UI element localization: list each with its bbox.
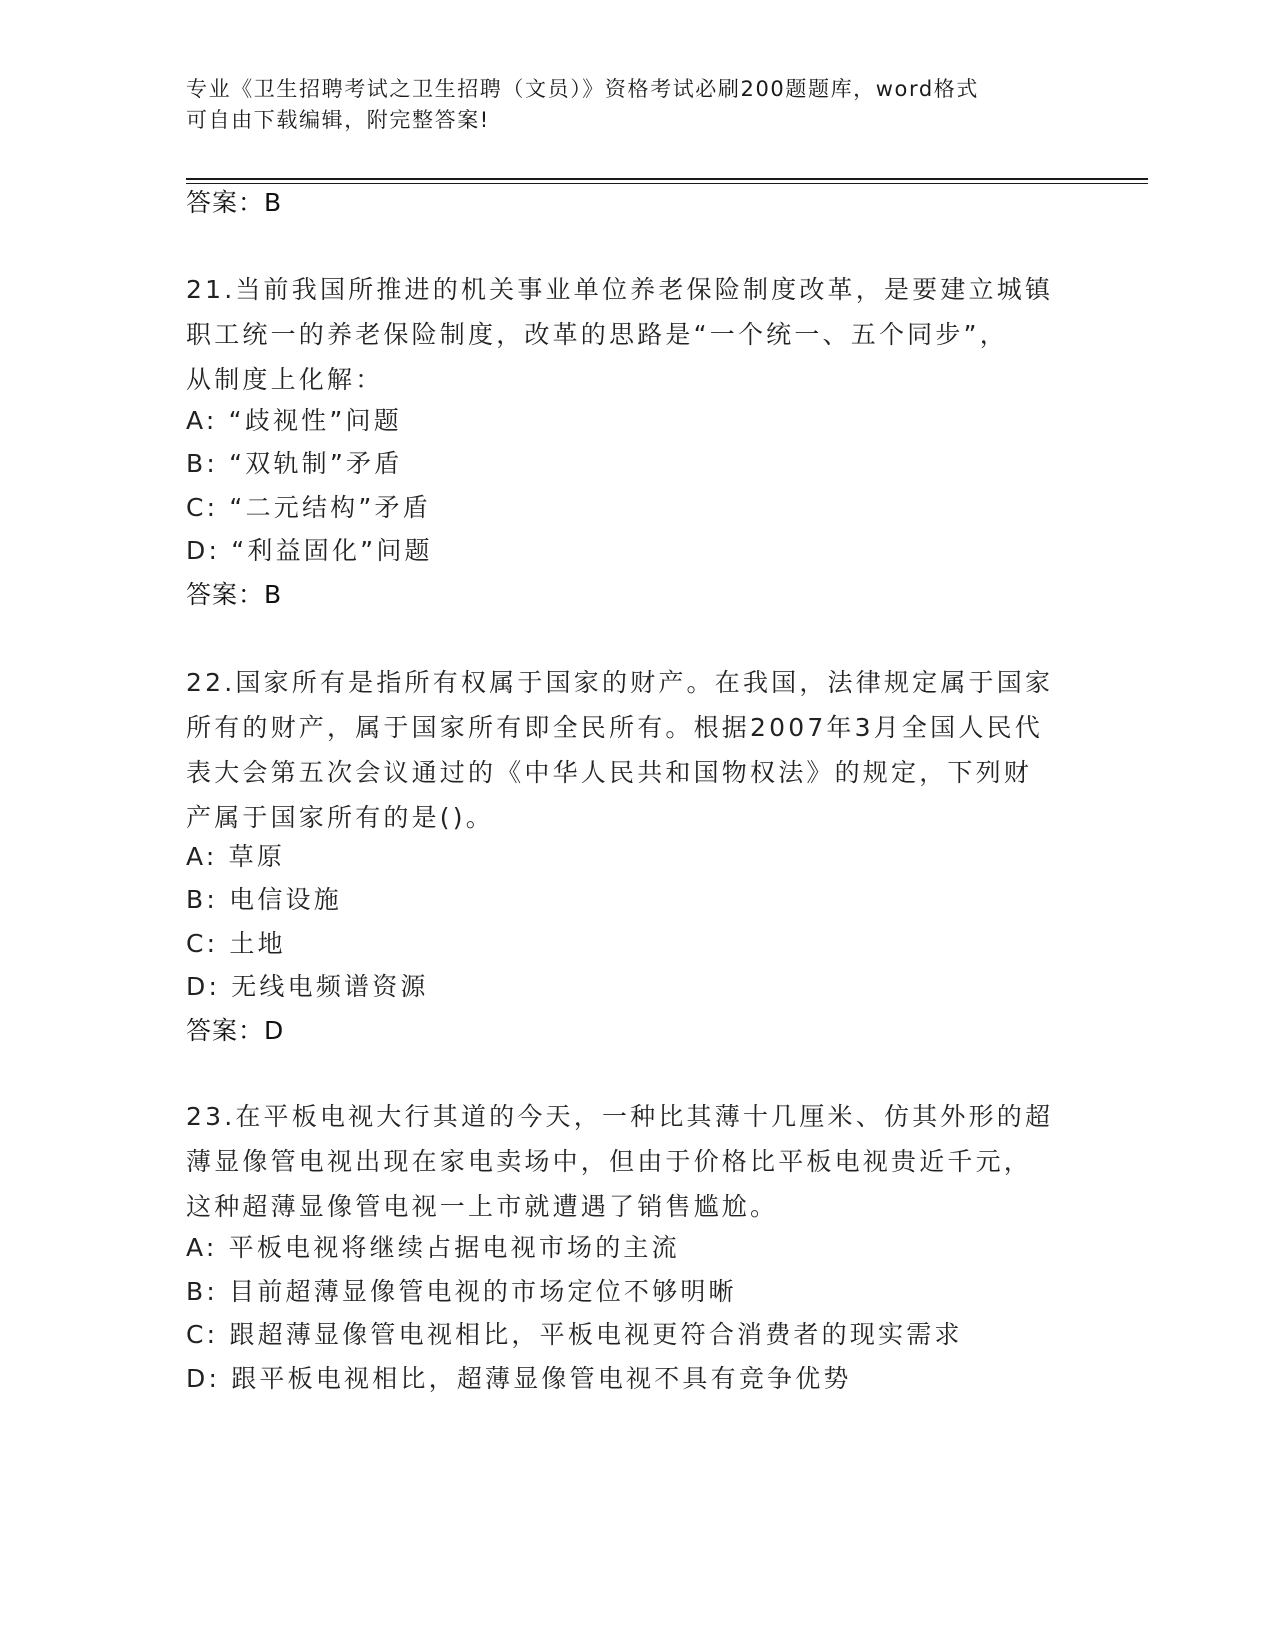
question-22-option-c: C: 土地 — [186, 929, 286, 958]
question-21-stem — [186, 267, 1076, 402]
question-stem-line: 产属于国家所有的是()。 — [186, 803, 494, 832]
question-stem-line: 职工统一的养老保险制度，改革的思路是“一个统一、五个同步”， — [186, 320, 1008, 349]
question-stem-line: 从制度上化解： — [186, 365, 384, 394]
question-23-option-b: B: 目前超薄显像管电视的市场定位不够明晰 — [186, 1277, 737, 1306]
question-22-option-a: A: 草原 — [186, 842, 286, 871]
page-header — [186, 74, 1066, 136]
question-stem-line: 这种超薄显像管电视一上市就遭遇了销售尴尬。 — [186, 1192, 779, 1221]
question-stem-line: 22.国家所有是指所有权属于国家的财产。在我国，法律规定属于国家 — [186, 668, 1054, 697]
question-22-option-d: D: 无线电频谱资源 — [186, 972, 429, 1001]
header-divider-thick — [186, 178, 1148, 180]
header-line-1: 专业《卫生招聘考试之卫生招聘（文员）》资格考试必刷200题题库，word格式 — [186, 77, 979, 101]
question-stem-line: 23.在平板电视大行其道的今天，一种比其薄十几厘米、仿其外形的超 — [186, 1102, 1054, 1131]
question-21-option-b: B: “双轨制”矛盾 — [186, 449, 403, 478]
question-22-answer: 答案：D — [186, 1016, 285, 1045]
question-23-stem — [186, 1094, 1076, 1229]
question-22-option-b: B: 电信设施 — [186, 885, 342, 914]
question-21-option-a: A: “歧视性”问题 — [186, 406, 402, 435]
question-23-option-c: C: 跟超薄显像管电视相比，平板电视更符合消费者的现实需求 — [186, 1320, 963, 1349]
question-23-option-d: D: 跟平板电视相比，超薄显像管电视不具有竞争优势 — [186, 1364, 852, 1393]
question-23-option-a: A: 平板电视将继续占据电视市场的主流 — [186, 1233, 680, 1262]
question-stem-line: 所有的财产，属于国家所有即全民所有。根据2007年3月全国人民代 — [186, 713, 1043, 742]
question-22-stem — [186, 660, 1076, 840]
header-line-2: 可自由下载编辑，附完整答案! — [186, 108, 490, 132]
question-stem-line: 薄显像管电视出现在家电卖场中，但由于价格比平板电视贵近千元， — [186, 1147, 1033, 1176]
question-21-answer: 答案：B — [186, 580, 283, 609]
question-stem-line: 21.当前我国所推进的机关事业单位养老保险制度改革，是要建立城镇 — [186, 275, 1054, 304]
previous-answer: 答案：B — [186, 188, 283, 217]
question-21-option-c: C: “二元结构”矛盾 — [186, 493, 431, 522]
header-divider-thin — [186, 183, 1148, 184]
question-21-option-d: D: “利益固化”问题 — [186, 536, 433, 565]
question-stem-line: 表大会第五次会议通过的《中华人民共和国物权法》的规定，下列财 — [186, 758, 1033, 787]
